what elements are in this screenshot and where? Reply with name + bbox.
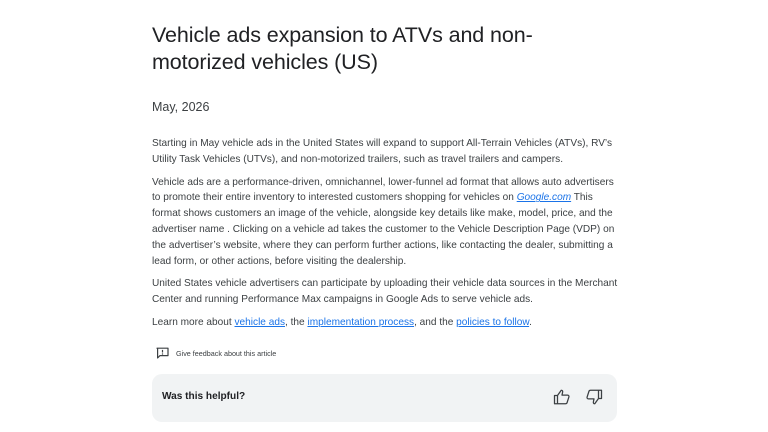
article (152, 22, 622, 331)
paragraph-text: This format shows customers an image of the vehicle, alongside key details like make, model, price, and the advertiser name . Clicking on a vehicle ad takes the customer to the Vehicle Description Page (VDP) on the advertiser’s website, where they can perform further actions, like contacting the dealer, submitting a lead form, or other actions, before visiting the dealership. (152, 192, 615, 267)
feedback-label: Give feedback about this article (176, 348, 277, 358)
paragraph-text: . (529, 316, 532, 328)
paragraph-text: , and the (414, 316, 457, 328)
give-feedback-link[interactable] (156, 347, 276, 359)
implementation-process-link[interactable]: implementation process (307, 316, 415, 328)
paragraph-text: , the (285, 316, 308, 328)
paragraph-description (152, 175, 622, 270)
page-title: Vehicle ads expansion to ATVs and non-motorized vehicles (US) (152, 23, 533, 74)
helpful-survey (152, 374, 617, 422)
paragraph-learn-more (152, 315, 622, 331)
thumb-down-icon[interactable] (585, 388, 603, 406)
policies-link[interactable]: policies to follow (456, 316, 530, 328)
paragraph-text: Learn more about (152, 316, 235, 328)
helpful-question: Was this helpful? (162, 391, 246, 402)
vehicle-ads-link[interactable]: vehicle ads (234, 316, 285, 328)
paragraph-participation: United States vehicle advertisers can participate by uploading their vehicle data sources in the Merchant Center and running Performance Max campaigns in Google Ads to serve vehicle ads. (152, 278, 618, 306)
publish-date: May, 2026 (152, 100, 210, 114)
google-com-link[interactable]: Google.com (516, 192, 572, 204)
paragraph-intro: Starting in May vehicle ads in the United States will expand to support All-Terrain Vehicles (ATVs), RV’s Utility Task Vehicles (UTVs), and non-motorized trailers, such as travel trailers and campers. (152, 138, 613, 165)
thumb-up-icon[interactable] (553, 388, 571, 406)
feedback-icon (156, 347, 169, 359)
paragraph-text: Vehicle ads are a performance-driven, omnichannel, lower-funnel ad format that allows auto advertisers to promote their entire inventory to interested customers shopping for vehicles on (152, 176, 614, 204)
